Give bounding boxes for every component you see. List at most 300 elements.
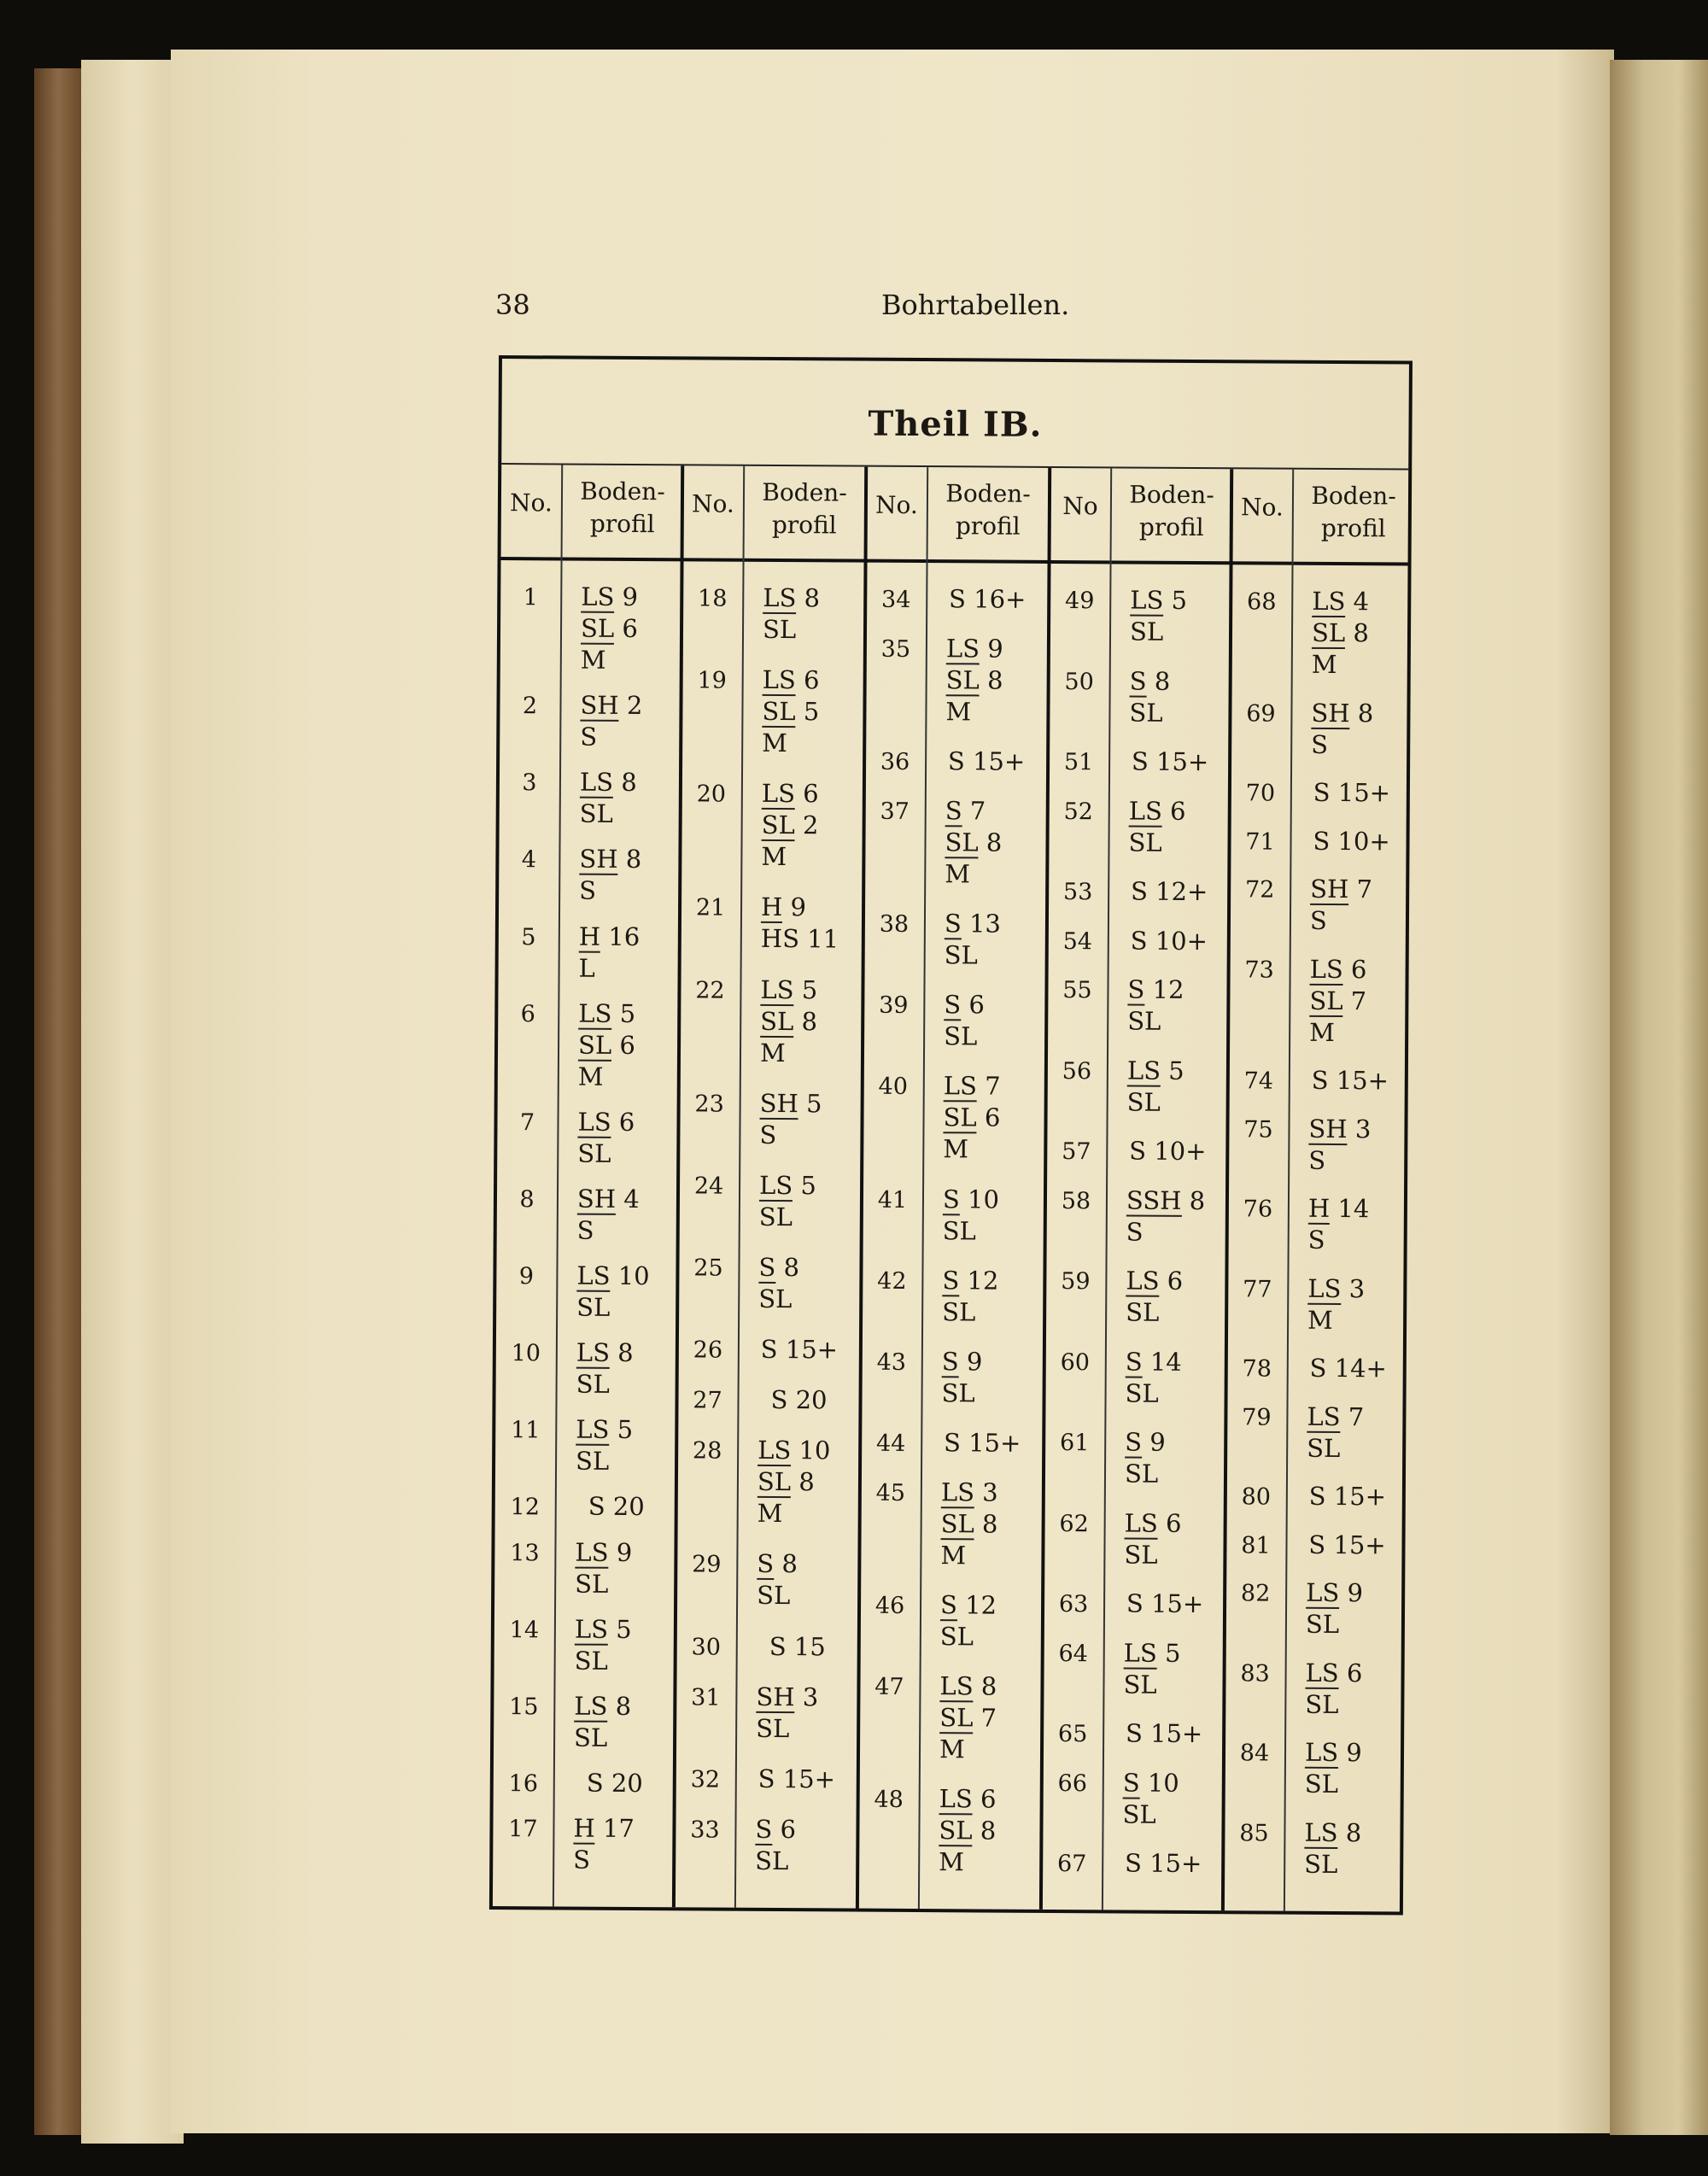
soil-symbol: SL — [1307, 1433, 1341, 1463]
soil-profile — [740, 1170, 860, 1234]
soil-symbol: SL — [762, 697, 796, 727]
layer-thickness: 6 — [618, 1107, 635, 1137]
soil-symbol: LS — [945, 634, 980, 664]
soil-symbol: S — [757, 1549, 775, 1579]
soil-symbol: S — [1309, 905, 1327, 936]
soil-layer — [1305, 1737, 1406, 1769]
row-number: 41 — [877, 1186, 908, 1214]
soil-symbol: SL — [756, 1713, 790, 1743]
header-rule — [501, 557, 1408, 565]
soil-symbol: SL — [940, 1508, 974, 1539]
soil-profile — [556, 1613, 676, 1677]
soil-layer — [1305, 1658, 1406, 1690]
soil-symbol: M — [1307, 1305, 1333, 1335]
soil-layer — [1124, 1539, 1225, 1571]
layer-thickness: 15+ — [1149, 1848, 1202, 1879]
soil-profile — [1290, 1193, 1409, 1257]
soil-layer — [1312, 617, 1413, 650]
soil-symbol: SL — [757, 1467, 792, 1497]
layer-thickness: 5 — [617, 1415, 634, 1445]
soil-profile — [1287, 1530, 1407, 1562]
soil-symbol: S — [1130, 926, 1148, 956]
soil-layer — [763, 664, 863, 697]
soil-profile — [1104, 1717, 1224, 1750]
soil-symbol: LS — [579, 767, 614, 798]
soil-symbol: S — [1126, 1588, 1144, 1618]
soil-layer — [578, 997, 679, 1030]
soil-profile — [558, 1337, 677, 1401]
soil-layer — [1309, 985, 1410, 1017]
soil-symbol: LS — [576, 1261, 611, 1290]
soil-symbol: S — [573, 1845, 591, 1875]
soil-layer — [1128, 827, 1229, 859]
soil-profile — [1291, 874, 1411, 938]
row-number: 23 — [694, 1091, 724, 1118]
soil-profile — [558, 1260, 677, 1324]
soil-layer — [576, 1446, 676, 1478]
soil-symbol: S — [769, 1631, 787, 1661]
soil-profile — [1105, 1588, 1225, 1620]
soil-symbol: LS — [758, 1170, 793, 1200]
soil-symbol: S — [755, 1814, 773, 1844]
layer-thickness: 12 — [967, 1265, 999, 1296]
soil-symbol: SL — [762, 614, 797, 645]
soil-layer — [939, 1783, 1040, 1816]
soil-profile — [561, 690, 681, 754]
soil-layer — [941, 1477, 1042, 1509]
running-title: Bohrtabellen. — [881, 289, 1070, 321]
soil-symbol: M — [1311, 649, 1337, 680]
layer-thickness: 5 — [800, 1170, 816, 1201]
soil-symbol: S — [942, 1184, 960, 1214]
soil-layer — [576, 1369, 677, 1401]
soil-symbol: LS — [1130, 585, 1164, 615]
layer-thickness: 5 — [805, 1088, 822, 1118]
soil-layer — [946, 664, 1047, 697]
soil-layer — [1309, 1016, 1410, 1049]
row-number: 40 — [878, 1073, 909, 1101]
layer-thickness: 12 — [1152, 974, 1184, 1004]
soil-profile — [557, 1414, 676, 1478]
soil-profile — [925, 989, 1044, 1053]
row-number: 27 — [693, 1387, 722, 1414]
layer-thickness: 8 — [783, 1252, 800, 1283]
soil-profile — [737, 1681, 857, 1745]
soil-profile — [556, 1536, 676, 1600]
soil-layer — [927, 583, 1047, 616]
soil-symbol: LS — [576, 1414, 610, 1445]
row-number: 56 — [1062, 1057, 1092, 1085]
row-number: 46 — [874, 1592, 905, 1619]
soil-profile — [1289, 1353, 1408, 1385]
soil-symbol: S — [580, 722, 598, 752]
soil-layer — [581, 613, 681, 646]
row-number: 50 — [1064, 668, 1094, 695]
row-number: 16 — [508, 1769, 539, 1798]
soil-layer — [942, 1265, 1043, 1297]
row-number: 25 — [693, 1255, 723, 1282]
soil-layer — [927, 746, 1046, 778]
header-no: No. — [1240, 493, 1284, 522]
row-number: 58 — [1061, 1187, 1091, 1214]
soil-layer — [581, 582, 681, 614]
layer-thickness: 9 — [622, 582, 639, 612]
soil-profile — [1108, 974, 1228, 1038]
soil-profile — [555, 1690, 675, 1754]
row-number: 20 — [696, 781, 727, 808]
layer-thickness: 15+ — [1337, 778, 1391, 808]
soil-layer — [577, 1138, 678, 1170]
layer-thickness: 15+ — [1333, 1482, 1387, 1512]
soil-layer — [1129, 697, 1230, 729]
soil-profile — [738, 1630, 857, 1663]
soil-layer — [740, 1334, 859, 1366]
soil-layer — [1312, 649, 1413, 681]
soil-profile — [740, 1252, 859, 1316]
soil-symbol: S — [770, 1385, 788, 1415]
soil-layer — [1127, 1006, 1228, 1038]
layer-thickness: 8 — [625, 845, 642, 874]
row-number: 54 — [1062, 927, 1093, 955]
soil-symbol: S — [1126, 1217, 1144, 1247]
soil-layer — [941, 1378, 1042, 1410]
soil-profile — [737, 1764, 857, 1796]
soil-layer — [945, 795, 1046, 828]
soil-symbol: LS — [576, 1337, 611, 1367]
layer-thickness: 6 — [803, 665, 820, 695]
row-number: 43 — [876, 1348, 907, 1376]
soil-profile — [1106, 1346, 1225, 1410]
soil-profile — [741, 974, 862, 1069]
soil-symbol: SL — [760, 1006, 794, 1036]
soil-profile — [1290, 953, 1411, 1049]
soil-profile — [555, 1767, 675, 1799]
soil-profile — [924, 1184, 1044, 1248]
row-number: 44 — [875, 1430, 906, 1457]
soil-symbol: SL — [1129, 698, 1163, 728]
row-number: 63 — [1058, 1591, 1089, 1618]
soil-layer — [1126, 1346, 1226, 1378]
soil-profile — [921, 1589, 1041, 1653]
soil-layer — [943, 1184, 1044, 1216]
layer-thickness: 15+ — [972, 746, 1026, 776]
soil-symbol: S — [944, 909, 962, 939]
soil-symbol: S — [1313, 777, 1331, 808]
row-number: 53 — [1062, 879, 1093, 906]
soil-layer — [757, 1580, 857, 1612]
row-number: 14 — [509, 1616, 540, 1643]
layer-thickness: 15 — [793, 1631, 826, 1661]
soil-layer — [939, 1846, 1039, 1879]
soil-symbol: SH — [579, 844, 618, 874]
soil-symbol: HS — [760, 924, 800, 954]
soil-symbol: L — [578, 953, 595, 983]
layer-thickness: 8 — [1357, 698, 1374, 728]
row-number: 13 — [510, 1539, 540, 1566]
soil-profile — [1288, 1481, 1407, 1513]
layer-thickness: 9 — [616, 1537, 633, 1567]
soil-symbol: SH — [756, 1682, 795, 1711]
row-number: 62 — [1059, 1510, 1089, 1537]
layer-thickness: 14+ — [1334, 1354, 1388, 1383]
soil-layer — [758, 1252, 859, 1284]
soil-layer — [1109, 925, 1229, 957]
soil-layer — [941, 1508, 1042, 1541]
soil-layer — [573, 1845, 674, 1877]
layer-thickness: 15+ — [1336, 1066, 1389, 1096]
layer-thickness: 4 — [623, 1184, 640, 1214]
soil-profile — [1287, 1577, 1407, 1641]
soil-symbol: LS — [761, 779, 796, 809]
soil-symbol: S — [1125, 1427, 1143, 1457]
soil-symbol: SL — [1124, 1540, 1158, 1570]
layer-thickness: 10+ — [1337, 826, 1390, 856]
soil-layer — [945, 696, 1046, 728]
layer-thickness: 16 — [608, 921, 640, 951]
row-number: 69 — [1246, 699, 1276, 728]
row-number: 73 — [1244, 956, 1274, 984]
soil-layer — [756, 1713, 857, 1746]
soil-symbol: SL — [579, 798, 613, 829]
row-number: 10 — [511, 1340, 541, 1367]
soil-symbol: S — [1309, 1354, 1327, 1383]
row-number: 52 — [1063, 798, 1094, 825]
soil-symbol: S — [944, 990, 962, 1020]
layer-thickness: 8 — [617, 1337, 634, 1368]
row-number: 81 — [1241, 1532, 1271, 1559]
soil-layer — [940, 1589, 1041, 1622]
layer-thickness: 12+ — [1155, 876, 1208, 907]
soil-symbol: M — [761, 842, 787, 872]
soil-symbol: LS — [1304, 1738, 1339, 1768]
soil-layer — [1311, 697, 1412, 729]
soil-profile — [1293, 586, 1413, 681]
soil-symbol: SL — [1304, 1769, 1339, 1799]
soil-profile — [1103, 1847, 1223, 1880]
soil-symbol: LS — [939, 1784, 973, 1814]
soil-layer — [1123, 1767, 1224, 1799]
soil-layer — [1311, 728, 1412, 761]
soil-layer — [755, 1814, 856, 1846]
soil-profile — [559, 997, 680, 1093]
soil-layer — [945, 858, 1045, 891]
soil-symbol: SH — [580, 690, 619, 720]
layer-thickness: 8 — [980, 1816, 997, 1846]
layer-thickness: 17 — [602, 1813, 635, 1844]
soil-layer — [761, 923, 862, 956]
soil-symbol: SL — [942, 1296, 976, 1326]
soil-symbol: S — [1125, 1718, 1143, 1748]
soil-layer — [555, 1767, 675, 1799]
layer-thickness: 14 — [1337, 1194, 1370, 1224]
soil-symbol: S — [1125, 1347, 1143, 1377]
layer-thickness: 12 — [965, 1590, 997, 1620]
row-number: 85 — [1239, 1820, 1269, 1847]
soil-profile — [1105, 1507, 1225, 1571]
header-no: No. — [509, 488, 553, 518]
soil-layer — [1306, 1609, 1407, 1641]
soil-profile — [736, 1814, 856, 1878]
soil-symbol: M — [939, 1847, 965, 1877]
layer-thickness: 6 — [968, 990, 986, 1020]
soil-symbol: S — [947, 746, 965, 776]
soil-profile — [1110, 665, 1230, 729]
soil-symbol: SL — [1305, 1689, 1339, 1719]
row-number: 55 — [1062, 977, 1092, 1004]
soil-symbol: LS — [575, 1537, 609, 1567]
soil-layer — [1307, 1433, 1407, 1465]
soil-layer — [576, 1292, 677, 1325]
soil-symbol: SH — [1311, 698, 1350, 728]
row-number: 70 — [1245, 780, 1276, 807]
layer-thickness: 9 — [1149, 1427, 1166, 1457]
soil-profile — [560, 921, 680, 985]
soil-layer — [942, 1346, 1043, 1378]
row-number: 17 — [508, 1816, 538, 1843]
row-number: 36 — [880, 748, 910, 776]
soil-layer — [580, 767, 681, 799]
soil-layer — [1310, 953, 1411, 986]
soil-layer — [1110, 746, 1230, 778]
soil-layer — [1292, 777, 1412, 810]
soil-layer — [574, 1690, 675, 1723]
soil-profile — [1111, 584, 1231, 648]
soil-layer — [574, 1722, 675, 1754]
soil-layer — [580, 798, 681, 831]
row-number: 21 — [695, 894, 726, 922]
soil-symbol: LS — [1128, 796, 1162, 826]
row-number: 59 — [1061, 1268, 1091, 1296]
soil-symbol: SL — [1127, 1006, 1161, 1036]
soil-symbol: M — [1309, 1017, 1335, 1047]
layer-thickness: 7 — [985, 1071, 1001, 1102]
soil-layer — [757, 1498, 858, 1530]
soil-symbol: S — [1308, 1482, 1326, 1512]
soil-layer — [1308, 1193, 1409, 1225]
soil-profile — [1291, 825, 1411, 857]
layer-thickness: 8 — [621, 768, 637, 798]
soil-profile — [1108, 1185, 1227, 1249]
soil-profile — [740, 1087, 860, 1151]
soil-profile — [1109, 925, 1229, 957]
row-number: 82 — [1240, 1580, 1271, 1607]
row-number: 2 — [522, 693, 538, 720]
soil-layer — [940, 1621, 1041, 1653]
layer-thickness: 5 — [1168, 1056, 1184, 1085]
layer-thickness: 20 — [795, 1385, 828, 1415]
header-no: No. — [874, 490, 918, 520]
soil-layer — [1125, 1427, 1225, 1459]
soil-symbol: SL — [1123, 1669, 1157, 1699]
bore-table — [489, 355, 1413, 1916]
soil-symbol: LS — [577, 1107, 611, 1137]
soil-layer — [576, 1337, 677, 1370]
row-number: 38 — [879, 911, 910, 939]
soil-layer — [578, 1061, 679, 1093]
soil-layer — [1305, 1769, 1406, 1801]
header-bodenprofil — [928, 477, 1048, 543]
soil-symbol: M — [580, 645, 606, 675]
soil-symbol: LS — [1123, 1637, 1157, 1668]
header-bodenprofil — [563, 475, 682, 541]
layer-thickness: 15+ — [1333, 1530, 1386, 1560]
soil-layer — [760, 1088, 861, 1120]
soil-symbol: SL — [575, 1446, 610, 1477]
soil-symbol: SL — [576, 1369, 610, 1399]
soil-layer — [581, 645, 681, 677]
soil-profile — [740, 1334, 859, 1366]
row-number: 72 — [1244, 876, 1275, 904]
soil-symbol: SL — [577, 1030, 612, 1060]
soil-symbol: LS — [763, 582, 797, 613]
soil-profile — [1289, 1272, 1408, 1337]
soil-profile — [927, 633, 1047, 728]
soil-symbol: SL — [1128, 828, 1162, 857]
row-number: 65 — [1057, 1721, 1088, 1748]
header-bodenprofil — [1294, 480, 1413, 546]
soil-layer — [945, 908, 1045, 940]
soil-symbol: M — [945, 697, 972, 727]
soil-symbol: LS — [574, 1614, 609, 1644]
soil-symbol: SL — [1125, 1378, 1159, 1408]
soil-symbol: S — [939, 1590, 958, 1620]
row-number: 76 — [1243, 1196, 1273, 1223]
soil-profile — [557, 1491, 676, 1524]
soil-layer — [1122, 1799, 1223, 1831]
row-number: 1 — [523, 584, 538, 611]
soil-layer — [737, 1764, 857, 1796]
soil-layer — [942, 1296, 1043, 1329]
layer-thickness: 3 — [802, 1682, 819, 1712]
row-number: 26 — [693, 1337, 723, 1364]
layer-thickness: 8 — [1345, 1818, 1362, 1848]
layer-thickness: 5 — [803, 697, 820, 727]
soil-layer — [1310, 905, 1411, 938]
soil-layer — [575, 1645, 676, 1677]
row-number: 67 — [1056, 1851, 1087, 1878]
soil-layer — [1291, 825, 1411, 857]
soil-symbol: S — [1129, 666, 1147, 696]
layer-thickness: 5 — [1164, 1638, 1181, 1668]
row-number: 66 — [1057, 1769, 1088, 1797]
soil-symbol: LS — [1307, 1401, 1341, 1431]
soil-layer — [579, 875, 680, 908]
row-number: 33 — [690, 1816, 720, 1844]
soil-symbol: SH — [759, 1088, 798, 1118]
soil-layer — [1109, 875, 1229, 908]
soil-layer — [1129, 795, 1230, 828]
soil-profile — [744, 582, 863, 646]
layer-thickness: 8 — [986, 828, 1003, 857]
soil-profile — [926, 908, 1045, 972]
layer-thickness: 9 — [987, 634, 1003, 664]
soil-profile — [562, 581, 682, 676]
soil-symbol: SL — [574, 1646, 608, 1676]
layer-thickness: 10 — [1147, 1768, 1179, 1798]
soil-symbol: SL — [939, 1622, 974, 1652]
soil-profile — [554, 1812, 674, 1876]
soil-layer — [760, 974, 861, 1006]
soil-layer — [939, 1702, 1040, 1734]
soil-profile — [1104, 1637, 1224, 1701]
row-number: 19 — [697, 667, 727, 694]
layer-thickness: 11 — [807, 924, 839, 954]
soil-layer — [1288, 1481, 1407, 1513]
layer-thickness: 6 — [1169, 796, 1186, 826]
soil-symbol: SL — [944, 940, 978, 970]
row-number: 68 — [1246, 588, 1277, 616]
layer-thickness: 8 — [804, 583, 821, 613]
